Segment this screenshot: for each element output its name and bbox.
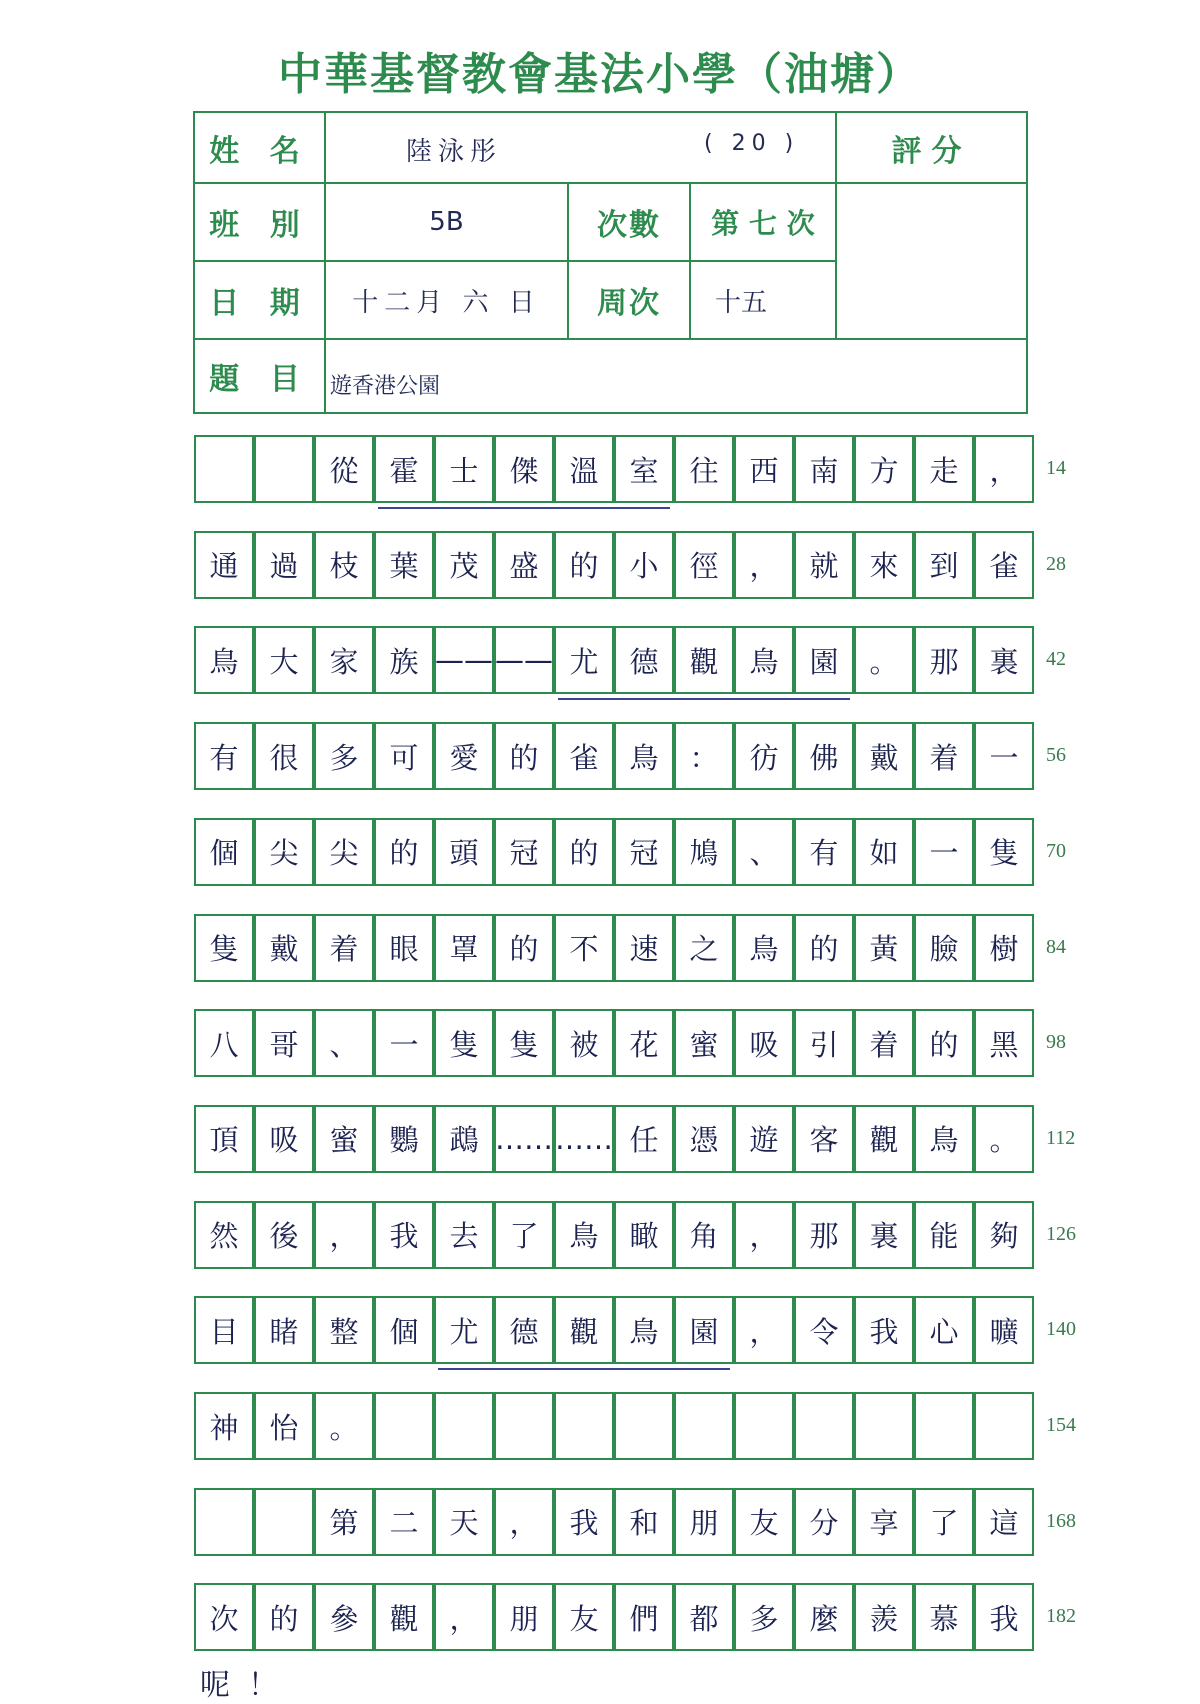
char-count: 84 — [1046, 935, 1066, 958]
grid-cell: 、 — [314, 1009, 374, 1077]
grid-cell: 瞰 — [614, 1201, 674, 1269]
grid-cell: 尖 — [254, 818, 314, 886]
grid-cell: 有 — [194, 722, 254, 790]
grid-cell: 友 — [554, 1583, 614, 1651]
grid-cell: 吸 — [254, 1105, 314, 1173]
grid-cell: 西 — [734, 435, 794, 503]
grid-cell: 隻 — [194, 914, 254, 982]
grid-cell: 目 — [194, 1296, 254, 1364]
grid-cell: 到 — [914, 531, 974, 599]
grid-row — [194, 722, 1066, 790]
grid-cell: 蜜 — [314, 1105, 374, 1173]
grid-cell: 了 — [914, 1488, 974, 1556]
grid-cell: 我 — [554, 1488, 614, 1556]
grid-cell: 都 — [674, 1583, 734, 1651]
grid-cell: 頂 — [194, 1105, 254, 1173]
grid-cell: 羨 — [854, 1583, 914, 1651]
grid-cell: 不 — [554, 914, 614, 982]
grid-row — [194, 1009, 1066, 1077]
times-cell — [689, 182, 837, 262]
grid-cell: 隻 — [974, 818, 1034, 886]
grid-cell: 天 — [434, 1488, 494, 1556]
grid-cell: 二 — [374, 1488, 434, 1556]
week-value: 十五 — [715, 287, 768, 318]
closing-text: 呢！ — [200, 1668, 296, 1703]
grid-cell: 隻 — [434, 1009, 494, 1077]
char-count: 42 — [1046, 648, 1066, 671]
grid-cell: 速 — [614, 914, 674, 982]
grid-cell: 枝 — [314, 531, 374, 599]
char-count: 154 — [1046, 1414, 1076, 1436]
school-title: 中華基督教會基法小學（油塘） — [278, 49, 922, 100]
grid-cell: 麼 — [794, 1583, 854, 1651]
grid-cell: 花 — [614, 1009, 674, 1077]
char-count: 14 — [1046, 457, 1066, 479]
score-box — [835, 182, 1028, 340]
grid-cell: 、 — [734, 818, 794, 886]
grid-cell: 。 — [974, 1105, 1034, 1173]
grid-cell — [794, 1392, 854, 1460]
grid-cell: 後 — [254, 1201, 314, 1269]
proper-noun-underline — [558, 698, 850, 700]
grid-row — [194, 626, 1066, 694]
grid-cell: 鳥 — [734, 914, 794, 982]
grid-cell: 那 — [794, 1201, 854, 1269]
grid-cell: 眼 — [374, 914, 434, 982]
grid-cell: 曠 — [974, 1296, 1034, 1364]
grid-cell: 觀 — [554, 1296, 614, 1364]
grid-cell: 任 — [614, 1105, 674, 1173]
grid-cell: 整 — [314, 1296, 374, 1364]
grid-cell — [914, 1392, 974, 1460]
grid-cell: 的 — [494, 914, 554, 982]
grid-cell: …… — [494, 1105, 554, 1173]
char-count: 168 — [1046, 1509, 1076, 1532]
date-cell — [324, 260, 569, 340]
grid-cell: 隻 — [494, 1009, 554, 1077]
grid-cell: 如 — [854, 818, 914, 886]
times-label: 次數 — [567, 182, 691, 262]
grid-cell: 觀 — [674, 626, 734, 694]
grid-cell: 鳥 — [734, 626, 794, 694]
grid-cell: 我 — [374, 1201, 434, 1269]
grid-row — [194, 1392, 1076, 1460]
grid-cell: 通 — [194, 531, 254, 599]
grid-row — [194, 1583, 1076, 1651]
grid-cell: —— — [434, 626, 494, 694]
grid-cell: 臉 — [914, 914, 974, 982]
grid-cell: 一 — [374, 1009, 434, 1077]
grid-cell: 園 — [794, 626, 854, 694]
topic-value: 遊香港公園 — [330, 374, 441, 399]
grid-cell: 葉 — [374, 531, 434, 599]
grid-cell: 神 — [194, 1392, 254, 1460]
grid-cell: 茂 — [434, 531, 494, 599]
grid-cell: 尤 — [554, 626, 614, 694]
grid-cell: 罩 — [434, 914, 494, 982]
grid-cell: 蜜 — [674, 1009, 734, 1077]
grid-cell: 往 — [674, 435, 734, 503]
grid-cell: 冠 — [614, 818, 674, 886]
grid-cell: 那 — [914, 626, 974, 694]
grid-cell: 着 — [314, 914, 374, 982]
name-cell — [324, 111, 837, 184]
grid-cell: 們 — [614, 1583, 674, 1651]
grid-cell: 愛 — [434, 722, 494, 790]
grid-cell — [254, 435, 314, 503]
char-count: 70 — [1046, 839, 1066, 862]
grid-cell — [614, 1392, 674, 1460]
class-value: 5B — [429, 207, 464, 237]
proper-noun-underline — [378, 507, 670, 509]
grid-cell: 了 — [494, 1201, 554, 1269]
grid-cell: 個 — [194, 818, 254, 886]
grid-cell — [374, 1392, 434, 1460]
name-value: 陸泳彤 — [406, 137, 503, 167]
grid-cell: ， — [434, 1583, 494, 1651]
grid-cell — [494, 1392, 554, 1460]
grid-cell: 引 — [794, 1009, 854, 1077]
grid-cell: 黃 — [854, 914, 914, 982]
week-label: 周次 — [567, 260, 691, 340]
grid-cell: 溫 — [554, 435, 614, 503]
char-count: 182 — [1046, 1605, 1076, 1628]
char-count: 126 — [1046, 1222, 1076, 1245]
grid-cell: 角 — [674, 1201, 734, 1269]
topic-label: 題 目 — [193, 338, 326, 414]
char-count: 98 — [1046, 1031, 1066, 1054]
grid-cell — [254, 1488, 314, 1556]
header-table — [193, 111, 1028, 414]
grid-cell: 個 — [374, 1296, 434, 1364]
grid-cell: 裏 — [974, 626, 1034, 694]
grid-cell — [434, 1392, 494, 1460]
grid-cell: 樹 — [974, 914, 1034, 982]
grid-cell: 雀 — [554, 722, 614, 790]
grid-cell: 戴 — [254, 914, 314, 982]
grid-cell: 很 — [254, 722, 314, 790]
grid-cell: 室 — [614, 435, 674, 503]
grid-cell — [194, 435, 254, 503]
grid-cell: 彷 — [734, 722, 794, 790]
proper-noun-underline — [438, 1368, 730, 1370]
grid-cell: 士 — [434, 435, 494, 503]
grid-cell: 朋 — [494, 1583, 554, 1651]
grid-cell: 家 — [314, 626, 374, 694]
grid-cell: 德 — [494, 1296, 554, 1364]
grid-cell: 的 — [794, 914, 854, 982]
grid-cell: 裏 — [854, 1201, 914, 1269]
grid-cell: 怡 — [254, 1392, 314, 1460]
grid-cell: ： — [674, 722, 734, 790]
date-value: 十二月 六 日 — [352, 287, 541, 318]
times-value: 第 七 次 — [711, 207, 815, 240]
week-cell — [689, 260, 837, 340]
grid-cell: 去 — [434, 1201, 494, 1269]
grid-cell: 徑 — [674, 531, 734, 599]
grid-cell: 的 — [494, 722, 554, 790]
name-number: ( 20 ) — [704, 131, 800, 156]
grid-cell: 走 — [914, 435, 974, 503]
grid-row — [194, 1105, 1076, 1173]
grid-cell: 被 — [554, 1009, 614, 1077]
grid-row — [194, 531, 1066, 599]
grid-cell: 可 — [374, 722, 434, 790]
grid-cell: 頭 — [434, 818, 494, 886]
grid-cell: 夠 — [974, 1201, 1034, 1269]
grid-cell: 的 — [914, 1009, 974, 1077]
grid-row — [194, 818, 1066, 886]
grid-cell: 次 — [194, 1583, 254, 1651]
topic-cell — [324, 338, 1028, 414]
grid-cell: 來 — [854, 531, 914, 599]
grid-cell: 從 — [314, 435, 374, 503]
grid-cell: 南 — [794, 435, 854, 503]
grid-cell: 尖 — [314, 818, 374, 886]
grid-cell: 族 — [374, 626, 434, 694]
grid-cell: 客 — [794, 1105, 854, 1173]
grid-cell: 享 — [854, 1488, 914, 1556]
grid-cell: …… — [554, 1105, 614, 1173]
grid-cell: 的 — [554, 531, 614, 599]
grid-cell: 戴 — [854, 722, 914, 790]
grid-row — [194, 1488, 1076, 1556]
grid-cell: 朋 — [674, 1488, 734, 1556]
grid-cell: ， — [734, 1296, 794, 1364]
grid-cell: 睹 — [254, 1296, 314, 1364]
grid-cell: 觀 — [374, 1583, 434, 1651]
grid-cell: 。 — [854, 626, 914, 694]
grid-cell: ， — [974, 435, 1034, 503]
grid-cell: 一 — [974, 722, 1034, 790]
char-count: 56 — [1046, 744, 1066, 767]
grid-cell: 過 — [254, 531, 314, 599]
grid-cell — [194, 1488, 254, 1556]
grid-cell: 霍 — [374, 435, 434, 503]
grid-cell: 有 — [794, 818, 854, 886]
name-label: 姓 名 — [193, 111, 326, 184]
grid-row — [194, 435, 1066, 503]
score-label: 評分 — [835, 111, 1028, 184]
grid-cell: 和 — [614, 1488, 674, 1556]
char-count: 140 — [1046, 1318, 1076, 1341]
grid-cell: 就 — [794, 531, 854, 599]
grid-cell: 的 — [554, 818, 614, 886]
grid-cell: 鳥 — [614, 722, 674, 790]
grid-cell: 多 — [734, 1583, 794, 1651]
grid-cell: 小 — [614, 531, 674, 599]
grid-cell: 方 — [854, 435, 914, 503]
date-label: 日 期 — [193, 260, 326, 340]
grid-row — [194, 1296, 1076, 1364]
grid-cell: 一 — [914, 818, 974, 886]
grid-cell: 多 — [314, 722, 374, 790]
grid-cell: ， — [734, 531, 794, 599]
grid-cell: 能 — [914, 1201, 974, 1269]
class-cell — [324, 182, 569, 262]
class-label: 班 別 — [193, 182, 326, 262]
grid-cell: 吸 — [734, 1009, 794, 1077]
char-count: 112 — [1046, 1126, 1076, 1149]
grid-cell: 鳥 — [914, 1105, 974, 1173]
char-count: 28 — [1046, 552, 1066, 575]
grid-cell: 然 — [194, 1201, 254, 1269]
grid-cell: 着 — [914, 722, 974, 790]
grid-cell: 園 — [674, 1296, 734, 1364]
grid-cell: ， — [494, 1488, 554, 1556]
grid-cell: 盛 — [494, 531, 554, 599]
grid-cell: 着 — [854, 1009, 914, 1077]
grid-cell: 鳩 — [674, 818, 734, 886]
grid-cell: 這 — [974, 1488, 1034, 1556]
grid-cell — [854, 1392, 914, 1460]
grid-cell: 第 — [314, 1488, 374, 1556]
grid-cell — [974, 1392, 1034, 1460]
grid-cell: 遊 — [734, 1105, 794, 1173]
grid-cell: 德 — [614, 626, 674, 694]
grid-cell: 分 — [794, 1488, 854, 1556]
grid-cell: 的 — [374, 818, 434, 886]
grid-cell — [554, 1392, 614, 1460]
grid-cell: 傑 — [494, 435, 554, 503]
grid-cell: 我 — [974, 1583, 1034, 1651]
grid-cell: —— — [494, 626, 554, 694]
grid-cell: 。 — [314, 1392, 374, 1460]
grid-cell: 鳥 — [614, 1296, 674, 1364]
grid-cell: ， — [314, 1201, 374, 1269]
grid-cell — [674, 1392, 734, 1460]
grid-cell: 參 — [314, 1583, 374, 1651]
grid-cell: 哥 — [254, 1009, 314, 1077]
grid-cell: 黑 — [974, 1009, 1034, 1077]
grid-cell: 之 — [674, 914, 734, 982]
grid-cell: 佛 — [794, 722, 854, 790]
grid-cell: 雀 — [974, 531, 1034, 599]
grid-cell: 心 — [914, 1296, 974, 1364]
grid-cell: 令 — [794, 1296, 854, 1364]
grid-cell: 尤 — [434, 1296, 494, 1364]
grid-cell: ， — [734, 1201, 794, 1269]
grid-cell: 憑 — [674, 1105, 734, 1173]
grid-cell: 鳥 — [554, 1201, 614, 1269]
grid-cell: 慕 — [914, 1583, 974, 1651]
grid-row — [194, 1201, 1076, 1269]
grid-cell: 鵡 — [434, 1105, 494, 1173]
grid-cell: 鸚 — [374, 1105, 434, 1173]
grid-cell — [734, 1392, 794, 1460]
grid-cell: 鳥 — [194, 626, 254, 694]
grid-cell: 八 — [194, 1009, 254, 1077]
grid-cell: 我 — [854, 1296, 914, 1364]
grid-cell: 冠 — [494, 818, 554, 886]
grid-cell: 觀 — [854, 1105, 914, 1173]
grid-row — [194, 914, 1066, 982]
grid-cell: 的 — [254, 1583, 314, 1651]
grid-cell: 大 — [254, 626, 314, 694]
grid-cell: 友 — [734, 1488, 794, 1556]
